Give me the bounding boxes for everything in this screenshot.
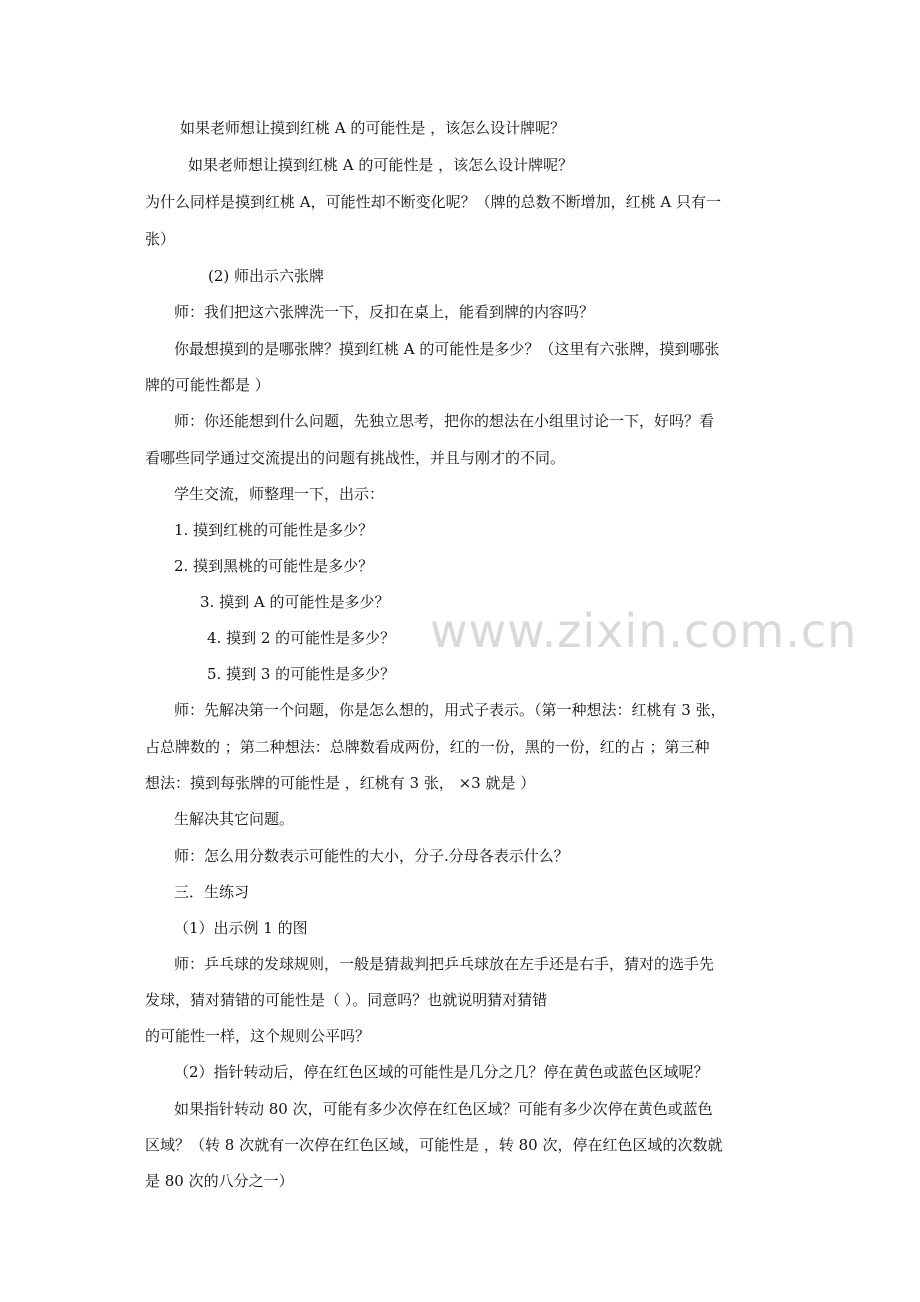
paragraph-line: 师：我们把这六张牌洗一下，反扣在桌上，能看到牌的内容吗？	[174, 303, 595, 321]
paragraph-line: 师：你还能想到什么问题，先独立思考，把你的想法在小组里讨论一下，好吗？看	[174, 412, 715, 430]
paragraph-line: 发球，猜对猜错的可能性是（ ）。同意吗？也就说明猜对猜错	[145, 991, 548, 1009]
paragraph-line: 的可能性一样，这个规则公平吗？	[145, 1027, 371, 1045]
paragraph-line: （2）指针转动后，停在红色区域的可能性是几分之几？停在黄色或蓝色区域呢？	[174, 1063, 709, 1081]
section-heading: 三．生练习	[174, 883, 250, 901]
paragraph-line: 看哪些同学通过交流提出的问题有挑战性，并且与刚才的不同。	[145, 449, 566, 467]
list-item: 4. 摸到 2 的可能性是多少？	[207, 629, 396, 647]
list-item: 1. 摸到红桃的可能性是多少？	[174, 521, 374, 539]
paragraph-line: 如果老师想让摸到红桃 A 的可能性是 ，该怎么设计牌呢？	[188, 156, 574, 174]
list-item: 5. 摸到 3 的可能性是多少？	[207, 665, 396, 683]
paragraph-line: 生解决其它问题。	[174, 810, 295, 828]
paragraph-line: 学生交流，师整理一下，出示：	[174, 485, 385, 503]
paragraph-line: 区域？（转 8 次就有一次停在红色区域，可能性是 ，转 80 次，停在红色区域的次数就	[145, 1136, 723, 1154]
paragraph-line: 师：怎么用分数表示可能性的大小，分子.分母各表示什么？	[174, 847, 569, 865]
paragraph-line: 占总牌数的 ；第二种想法：总牌数看成两份，红的一份，黑的一份，红的占 ；第三种	[145, 738, 710, 756]
section-heading: (2) 师出示六张牌	[208, 267, 325, 285]
paragraph-line: 牌的可能性都是 ）	[145, 376, 270, 394]
paragraph-line: 张）	[145, 230, 176, 248]
paragraph-line: 如果老师想让摸到红桃 A 的可能性是 ，该怎么设计牌呢？	[180, 119, 566, 137]
paragraph-line: 如果指针转动 80 次，可能有多少次停在红色区域？可能有多少次停在黄色或蓝色	[174, 1100, 713, 1118]
paragraph-line: （1）出示例 1 的图	[174, 919, 308, 937]
paragraph-line: 师：乒乓球的发球规则，一般是猜裁判把乒乓球放在左手还是右手，猜对的选手先	[174, 955, 715, 973]
watermark: www.zixin.com.cn	[430, 604, 858, 658]
paragraph-line: 为什么同样是摸到红桃 A，可能性却不断变化呢？（牌的总数不断增加，红桃 A 只有一	[145, 193, 721, 211]
list-item: 3. 摸到 A 的可能性是多少？	[200, 593, 390, 611]
paragraph-line: 是 80 次的八分之一）	[145, 1172, 294, 1190]
list-item: 2. 摸到黑桃的可能性是多少？	[174, 557, 374, 575]
paragraph-line: 师：先解决第一个问题，你是怎么想的，用式子表示。（第一种想法：红桃有 3 张，	[174, 701, 726, 719]
paragraph-line: 想法：摸到每张牌的可能性是 ，红桃有 3 张， ×3 就是 ）	[145, 774, 536, 792]
paragraph-line: 你最想摸到的是哪张牌？摸到红桃 A 的可能性是多少？（这里有六张牌，摸到哪张	[174, 340, 720, 358]
